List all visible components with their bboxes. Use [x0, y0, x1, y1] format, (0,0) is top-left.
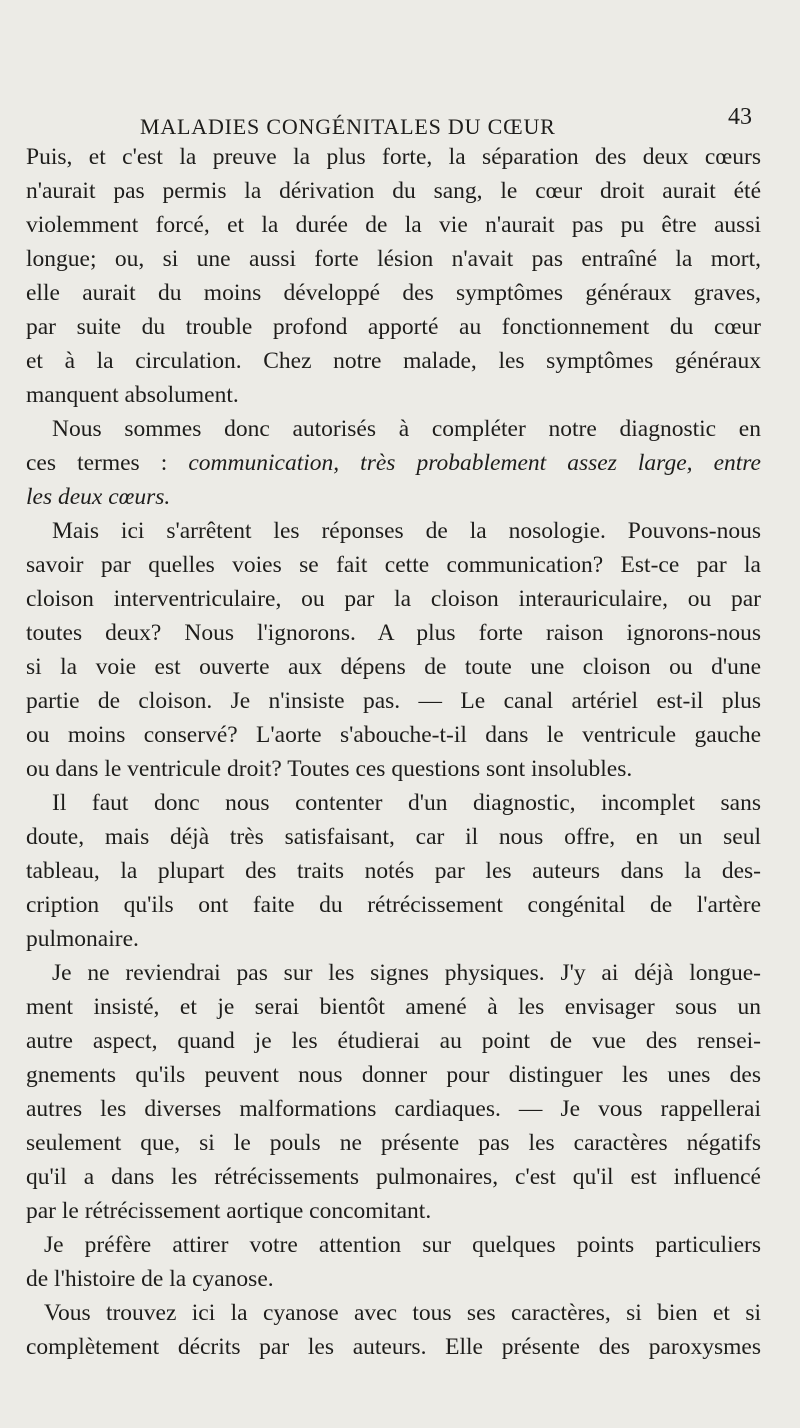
page-number: 43: [728, 104, 752, 130]
text-line: violemment forcé, et la durée de la vie n'aurait pas pu être aussi: [26, 212, 761, 238]
text-line: par le rétrécissement aortique concomitant.: [26, 1198, 432, 1224]
text-line: Je ne reviendrai pas sur les signes physiques. J'y ai déjà longue-: [52, 960, 761, 986]
text-line: toutes deux? Nous l'ignorons. A plus forte raison ignorons-nous: [26, 620, 761, 646]
text-line: ment insisté, et je serai bientôt amené à les envisager sous un: [26, 994, 761, 1020]
text-line: doute, mais déjà très satisfaisant, car il nous offre, en un seul: [26, 824, 761, 850]
body-text: [26, 140, 761, 1364]
text-line: cription qu'ils ont faite du rétrécissement congénital de l'artère: [26, 892, 761, 918]
text-line: partie de cloison. Je n'insiste pas. — Le canal artériel est-il plus: [26, 688, 761, 714]
text-line: autre aspect, quand je les étudierai au point de vue des rensei-: [26, 1028, 761, 1054]
text-line: si la voie est ouverte aux dépens de toute une cloison ou d'une: [26, 654, 761, 680]
italic-diagnosis: communication, très probablement assez large, entre: [188, 450, 761, 476]
text-line: ou dans le ventricule droit? Toutes ces questions sont insolubles.: [26, 756, 633, 782]
text-line: savoir par quelles voies se fait cette communication? Est-ce par la: [26, 552, 761, 578]
text-line: Puis, et c'est la preuve la plus forte, la séparation des deux cœurs: [26, 144, 761, 170]
text-line: n'aurait pas permis la dérivation du sang, le cœur droit aurait été: [26, 178, 761, 204]
text-line: elle aurait du moins développé des symptômes généraux graves,: [26, 280, 761, 306]
text-segment: ces termes :: [26, 450, 189, 476]
text-line: Nous sommes donc autorisés à compléter notre diagnostic en: [52, 416, 761, 442]
text-line: pulmonaire.: [26, 926, 139, 952]
text-line: gnements qu'ils peuvent nous donner pour distinguer les unes des: [26, 1062, 761, 1088]
text-line: les deux cœurs.: [26, 484, 171, 510]
text-line: Mais ici s'arrêtent les réponses de la nosologie. Pouvons-nous: [52, 518, 761, 544]
text-line: et à la circulation. Chez notre malade, les symptômes généraux: [26, 348, 761, 374]
text-line: par suite du trouble profond apporté au fonctionnement du cœur: [26, 314, 761, 340]
text-line: tableau, la plupart des traits notés par les auteurs dans la des-: [26, 858, 761, 884]
text-line: Je préfère attirer votre attention sur quelques points particuliers: [44, 1232, 761, 1258]
text-line: cloison interventriculaire, ou par la cloison interauriculaire, ou par: [26, 586, 761, 612]
text-line: seulement que, si le pouls ne présente pas les caractères négatifs: [26, 1130, 761, 1156]
running-title: MALADIES CONGÉNITALES DU CŒUR: [140, 114, 556, 139]
text-line: [26, 446, 761, 480]
text-line: longue; ou, si une aussi forte lésion n'avait pas entraîné la mort,: [26, 246, 761, 272]
text-line: Il faut donc nous contenter d'un diagnostic, incomplet sans: [52, 790, 761, 816]
text-line: de l'histoire de la cyanose.: [26, 1266, 274, 1292]
page-header: [40, 90, 760, 139]
text-line: autres les diverses malformations cardiaques. — Je vous rappellerai: [26, 1096, 761, 1122]
text-line: qu'il a dans les rétrécissements pulmonaires, c'est qu'il est influencé: [26, 1164, 761, 1190]
text-line: complètement décrits par les auteurs. Elle présente des paroxysmes: [26, 1334, 761, 1360]
text-line: Vous trouvez ici la cyanose avec tous ses caractères, si bien et si: [44, 1300, 761, 1326]
text-line: ou moins conservé? L'aorte s'abouche-t-il dans le ventricule gauche: [26, 722, 761, 748]
text-line: manquent absolument.: [26, 382, 239, 408]
